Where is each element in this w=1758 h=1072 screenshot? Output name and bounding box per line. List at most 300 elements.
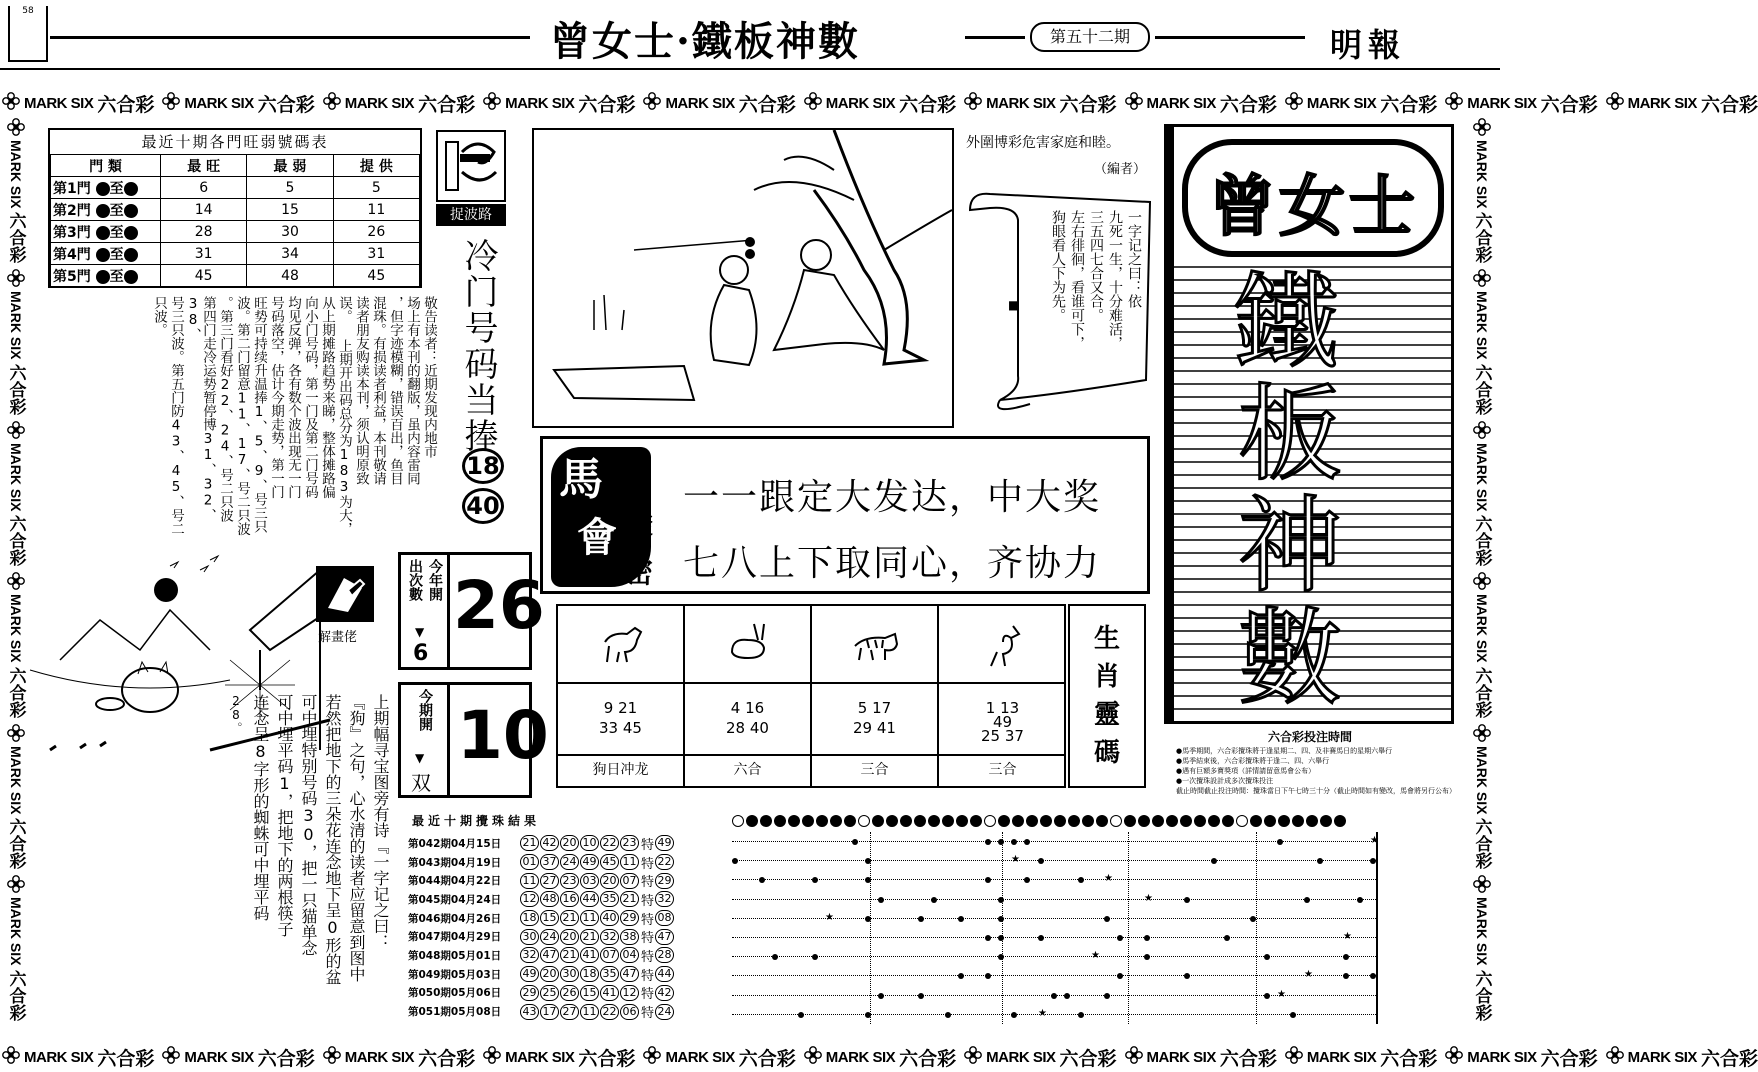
flower-icon <box>7 118 26 136</box>
result-ball: 30 <box>560 966 579 982</box>
banner-unit <box>1470 724 1495 869</box>
cold-number-2: 40 <box>462 488 504 524</box>
result-ball: 23 <box>560 873 579 889</box>
flower-icon <box>804 92 822 114</box>
mark-six-chinese: 六合彩 <box>97 1047 155 1070</box>
header-dot <box>1082 815 1094 827</box>
header-dot <box>1110 815 1122 827</box>
drawn-number-dot <box>998 954 1004 960</box>
special-label: 特 <box>641 856 655 872</box>
scroll-editor: （編者） <box>1094 162 1147 177</box>
header-dot <box>900 815 912 827</box>
zodiac-caption: 三合 <box>988 762 1017 778</box>
grid-row-line <box>732 879 1378 880</box>
mark-six-chinese: 六合彩 <box>1471 363 1492 415</box>
grid-divider <box>1002 832 1003 1024</box>
special-label: 特 <box>641 931 655 947</box>
special-label: 特 <box>641 949 655 965</box>
cell: 6 <box>161 177 247 199</box>
special-ball: 28 <box>655 947 674 963</box>
header-dot <box>844 815 856 827</box>
notice-col: 向小门号码，第一门及第二门号码 <box>302 296 318 499</box>
result-ball: 20 <box>560 929 579 945</box>
header-dot <box>1040 815 1052 827</box>
flower-icon <box>7 875 26 893</box>
scroll-poem <box>960 180 1160 416</box>
result-ball: 03 <box>580 873 599 889</box>
explain-label: 解畫佬 <box>318 630 358 645</box>
result-ball: 12 <box>620 985 639 1001</box>
flower-icon <box>1285 1046 1303 1068</box>
flower-icon <box>964 92 982 114</box>
header-dot <box>998 815 1010 827</box>
zodiac-top-nums: 9 21 <box>603 699 638 717</box>
flower-icon <box>162 1046 180 1068</box>
explain-col: 可中埋特别号码30，把一只猫单念 <box>299 694 318 956</box>
horse-club-line-2: 七八上下取同心，齐协力 <box>683 543 1102 584</box>
drawn-number-dot <box>998 916 1004 922</box>
mark-six-text: MARK SIX <box>1474 745 1490 815</box>
header-dot <box>1334 815 1346 827</box>
drawn-number-dot <box>1117 935 1123 941</box>
header-dot <box>1124 815 1136 827</box>
mark-six-text: MARK SIX <box>8 442 24 512</box>
special-number-star: ★ <box>1104 873 1113 884</box>
mark-six-text: MARK SIX <box>184 94 254 112</box>
grid-divider <box>1256 832 1257 1024</box>
schedule-item: ●遇有巨額多寶獎項（詳情請留意馬會公布） <box>1176 767 1316 775</box>
banner-unit <box>4 269 29 414</box>
flower-icon <box>1125 92 1143 114</box>
banner-unit <box>1470 572 1495 717</box>
special-label: 特 <box>641 1006 655 1022</box>
banner-unit <box>2 90 154 117</box>
result-ball: 17 <box>540 1004 559 1020</box>
gate-table-box <box>48 128 422 288</box>
drawn-number-dot <box>1264 993 1270 999</box>
result-period: 第045期04月24日 <box>408 893 502 906</box>
header-dot <box>1208 815 1220 827</box>
thisissue-big: 10 <box>457 697 549 774</box>
to-label: 至 <box>109 202 124 219</box>
zodiac-bottom-nums: 25 37 <box>981 727 1024 745</box>
drawn-number-dot <box>1051 993 1057 999</box>
mark-six-chinese: 六合彩 <box>1471 969 1492 1021</box>
result-ball: 35 <box>600 891 619 907</box>
notice-col: 敬告读者：近期发现内地市 <box>421 296 437 458</box>
header-dot <box>1138 815 1150 827</box>
flower-icon <box>1606 1046 1624 1068</box>
header-dot <box>1012 815 1024 827</box>
mark-six-chinese: 六合彩 <box>1540 93 1598 116</box>
banner-unit <box>643 1044 795 1071</box>
header-dot <box>956 815 968 827</box>
drawn-number-dot <box>1038 858 1044 864</box>
special-ball: 42 <box>655 985 674 1001</box>
cold-number-title: 冷门号码当捧 <box>458 238 498 454</box>
header-dot <box>1320 815 1332 827</box>
flower-icon <box>323 92 341 114</box>
result-ball: 43 <box>520 1004 539 1020</box>
side-panel <box>1164 124 1454 724</box>
grid-row-line <box>732 975 1378 976</box>
drawn-number-dot <box>759 877 765 883</box>
schedule-item: ●一次攪珠設計成多次攪珠投注 <box>1176 777 1274 785</box>
mark-six-text: MARK SIX <box>8 745 24 815</box>
zodiac-column <box>812 606 939 786</box>
ball-icon <box>96 226 110 240</box>
explain-col: 若然把地下的三朵花连念地下呈0形的盆 <box>323 694 342 985</box>
result-period: 第049期05月03日 <box>408 968 502 981</box>
banner-unit <box>964 1044 1116 1071</box>
mark-six-chinese: 六合彩 <box>97 93 155 116</box>
special-number-star: ★ <box>1038 1008 1047 1019</box>
gate-table-header <box>51 155 420 177</box>
result-period: 第044期04月22日 <box>408 875 502 888</box>
mark-six-chinese: 六合彩 <box>1219 1047 1277 1070</box>
special-ball: 22 <box>655 854 674 870</box>
results-list <box>408 834 708 1026</box>
header-dot <box>760 815 772 827</box>
to-label: 至 <box>109 180 124 197</box>
explain-col: 28。 <box>229 694 243 734</box>
drawn-number-dot <box>998 897 1004 903</box>
flower-icon <box>483 92 501 114</box>
banner-unit <box>323 90 475 117</box>
gate-label: 第3門 <box>53 224 91 241</box>
result-period: 第042期04月15日 <box>408 837 502 850</box>
col-header: 提 供 <box>333 155 419 177</box>
notice-col: 号三只波。第五门防43、45、号二 <box>168 296 184 536</box>
mark-six-chinese: 六合彩 <box>5 969 26 1021</box>
col-header: 門 類 <box>51 155 161 177</box>
drawn-number-dot <box>918 993 924 999</box>
result-period: 第051期05月08日 <box>408 1006 502 1019</box>
mark-six-text: MARK SIX <box>8 594 24 663</box>
cell: 28 <box>161 221 247 243</box>
drawn-number-dot <box>998 935 1004 941</box>
mark-six-chinese: 六合彩 <box>1471 666 1492 718</box>
banner-unit <box>1285 1044 1437 1071</box>
mark-six-chinese: 六合彩 <box>899 93 957 116</box>
cell: 26 <box>333 221 419 243</box>
result-ball: 35 <box>600 966 619 982</box>
table-row <box>51 221 420 243</box>
header-dot <box>1096 815 1108 827</box>
zodiac-bottom-nums: 28 40 <box>726 719 769 737</box>
result-ball: 18 <box>520 910 539 926</box>
mark-six-chinese: 六合彩 <box>257 1047 315 1070</box>
result-ball: 15 <box>580 985 599 1001</box>
mark-six-text: MARK SIX <box>1467 1048 1537 1066</box>
drawn-number-dot <box>985 877 991 883</box>
result-ball: 12 <box>520 891 539 907</box>
ball-icon <box>124 270 138 284</box>
result-ball: 48 <box>540 891 559 907</box>
flower-icon <box>1445 92 1463 114</box>
notice-col: 旺势可持续升温捧1、5、9、号三只 <box>251 296 267 533</box>
thisissue-arrow: ▼ <box>415 751 425 765</box>
table-row <box>51 199 420 221</box>
mark-six-text: MARK SIX <box>344 94 415 112</box>
col-header: 最 弱 <box>247 155 333 177</box>
flower-icon <box>1473 875 1492 893</box>
result-ball: 47 <box>540 947 559 963</box>
zodiac-numbers <box>812 684 937 756</box>
mark-six-text: MARK SIX <box>8 291 24 360</box>
result-period: 第048期05月01日 <box>408 949 502 962</box>
header-dot <box>746 815 758 827</box>
mark-six-chinese: 六合彩 <box>1380 93 1438 116</box>
header-dot <box>886 815 898 827</box>
mark-six-chinese: 六合彩 <box>578 93 636 116</box>
horse-club-line-1: 一一跟定大发达，中大奖 <box>683 477 1102 518</box>
result-ball: 11 <box>520 873 539 889</box>
notice-col: ，但字迹模糊，错误百出，鱼目 <box>387 296 403 485</box>
banner-unit <box>1606 1044 1758 1071</box>
grid-divider <box>1128 832 1129 1024</box>
cell: 34 <box>247 243 333 265</box>
drawn-number-dot <box>1304 897 1310 903</box>
gate-label: 第5門 <box>53 268 91 285</box>
gate-label: 第2門 <box>53 202 91 219</box>
mark-six-text: MARK SIX <box>825 94 896 112</box>
scroll-mark: ■ <box>1008 298 1020 312</box>
mark-six-chinese: 六合彩 <box>738 1047 796 1070</box>
notice-col: 第四门走冷运势暂停博31、32、38、 <box>185 296 216 522</box>
header-dot <box>928 815 940 827</box>
mark-six-text: MARK SIX <box>1474 442 1490 512</box>
header-dot <box>858 815 870 827</box>
zodiac-column <box>685 606 812 786</box>
scroll-heading: 外圍博彩危害家庭和睦。 <box>966 135 1120 151</box>
thisissue-small: 双 <box>411 771 431 795</box>
special-ball: 47 <box>655 929 674 945</box>
mark-six-chinese: 六合彩 <box>257 93 315 116</box>
banner-unit <box>162 90 314 117</box>
drawn-number-dot <box>998 839 1004 845</box>
banner-unit <box>4 875 29 1020</box>
result-ball: 16 <box>560 891 579 907</box>
special-label: 特 <box>641 912 655 928</box>
schedule-list <box>1176 746 1464 796</box>
poem-line: 狗眼看人下为先。 <box>1050 210 1066 322</box>
explain-text <box>200 694 390 1030</box>
flower-icon <box>1285 92 1303 114</box>
flower-icon <box>1606 92 1624 114</box>
header-dot <box>1236 815 1248 827</box>
result-period: 第046期04月26日 <box>408 912 502 925</box>
mark-six-text: MARK SIX <box>1627 94 1697 112</box>
results-title: 最近十期攪珠結果 <box>412 814 541 828</box>
banner-unit <box>964 90 1116 117</box>
cell: 48 <box>247 265 333 287</box>
header-dot <box>802 815 814 827</box>
outcount-label-a: 今年開 <box>427 559 443 601</box>
flower-icon <box>1473 724 1492 742</box>
flower-icon <box>7 421 26 439</box>
mark-six-chinese: 六合彩 <box>5 363 26 415</box>
right-banner-strip <box>1468 118 1496 1042</box>
drawn-number-dot <box>1038 935 1044 941</box>
notice-col: 只波。 <box>151 296 167 337</box>
result-period: 第043期04月19日 <box>408 856 502 869</box>
result-ball: 07 <box>620 873 639 889</box>
mark-six-text: MARK SIX <box>665 1048 735 1066</box>
scroll-text <box>1022 210 1142 380</box>
result-ball: 41 <box>580 947 599 963</box>
grid-row-line <box>732 860 1378 861</box>
result-ball: 22 <box>600 1004 619 1020</box>
result-ball: 11 <box>580 910 599 926</box>
header-rule-mid <box>965 36 1025 39</box>
flower-icon <box>1473 118 1492 136</box>
result-row <box>408 909 708 928</box>
grid-row-line <box>732 899 1378 900</box>
zodiac-top-nums: 4 16 <box>730 699 765 717</box>
ball-icon <box>124 248 138 262</box>
banner-unit <box>1470 421 1495 566</box>
special-label: 特 <box>641 968 655 984</box>
header-dot <box>1278 815 1290 827</box>
special-number-star: ★ <box>825 912 834 923</box>
cell: 15 <box>247 199 333 221</box>
zodiac-numbers <box>685 684 810 756</box>
header-dot <box>1054 815 1066 827</box>
drawn-number-dot <box>1184 973 1190 979</box>
mark-six-chinese: 六合彩 <box>5 666 26 718</box>
table-row <box>51 177 420 199</box>
notice-col: 场上有本刊的翻版，虽内容雷同 <box>404 296 420 485</box>
col-header: 最 旺 <box>161 155 247 177</box>
ball-icon <box>96 248 110 262</box>
mark-six-chinese: 六合彩 <box>1700 1047 1758 1070</box>
cell: 31 <box>333 243 419 265</box>
drawn-number-dot <box>1224 935 1230 941</box>
cell: 5 <box>247 177 333 199</box>
header-dot <box>774 815 786 827</box>
special-number-star: ★ <box>1370 835 1379 846</box>
result-ball: 04 <box>620 947 639 963</box>
drawn-number-dot <box>931 897 937 903</box>
illustration-men-tree <box>532 128 954 428</box>
special-number-star: ★ <box>1091 950 1100 961</box>
result-ball: 27 <box>560 1004 579 1020</box>
drawn-number-dot <box>812 954 818 960</box>
mark-six-text: MARK SIX <box>1467 94 1537 112</box>
cell: 14 <box>161 199 247 221</box>
mark-six-chinese: 六合彩 <box>1471 212 1492 264</box>
mark-six-text: MARK SIX <box>505 94 575 112</box>
mark-six-chinese: 六合彩 <box>1380 1047 1438 1070</box>
header-dot <box>1194 815 1206 827</box>
cell: 45 <box>161 265 247 287</box>
mark-six-text: MARK SIX <box>1474 897 1490 966</box>
special-ball: 29 <box>655 873 674 889</box>
drawn-number-dot <box>798 1012 804 1018</box>
horse-icon <box>939 606 1066 684</box>
side-char-2: 板 <box>1238 373 1343 495</box>
result-ball: 24 <box>560 854 579 870</box>
zodiac-title-char: 肖 <box>1093 662 1120 692</box>
drawn-number-dot <box>1357 897 1363 903</box>
result-ball: 37 <box>540 854 559 870</box>
mark-six-chinese: 六合彩 <box>5 212 26 264</box>
result-ball: 11 <box>620 854 639 870</box>
zodiac-bottom-nums: 29 41 <box>853 719 896 737</box>
drawn-number-dot <box>1024 877 1030 883</box>
notice-col: 从上期摊路趋势来睇，整体摊路偏 <box>319 296 335 499</box>
drawn-number-dot <box>1290 1012 1296 1018</box>
gate-cell <box>51 243 161 265</box>
drawn-number-dot <box>945 1012 951 1018</box>
result-ball: 18 <box>580 966 599 982</box>
zodiac-title-char: 靈 <box>1093 700 1120 730</box>
special-label: 特 <box>641 893 655 909</box>
side-char-3: 神 <box>1238 485 1343 607</box>
result-row <box>408 871 708 890</box>
header-dot <box>942 815 954 827</box>
mark-six-text: MARK SIX <box>1627 1048 1697 1066</box>
mark-six-chinese: 六合彩 <box>738 93 796 116</box>
flower-icon <box>483 1046 501 1068</box>
result-ball: 20 <box>560 835 579 851</box>
poem-line: 三五四七合又合。 <box>1088 210 1104 322</box>
gate-cell <box>51 199 161 221</box>
bottom-banner-strip <box>2 1044 1758 1070</box>
outcount-box <box>398 552 545 670</box>
corner-badge <box>8 6 48 62</box>
banner-unit <box>1445 90 1597 117</box>
result-ball: 49 <box>580 854 599 870</box>
result-row <box>408 1002 708 1021</box>
flower-icon <box>1473 421 1492 439</box>
drawn-number-dot <box>918 916 924 922</box>
grid-row-line <box>732 937 1378 938</box>
banner-unit <box>483 1044 635 1071</box>
zodiac-title-box <box>1068 604 1146 788</box>
schedule-item: ●馬季結束後，六合彩攪珠將于逢二、四、六舉行 <box>1176 757 1330 765</box>
header-dot <box>816 815 828 827</box>
header-dot <box>1292 815 1304 827</box>
zodiac-caption: 六合 <box>733 762 762 778</box>
poem-line: 九死一生，十分难活， <box>1107 210 1123 350</box>
special-ball: 24 <box>655 1004 674 1020</box>
zodiac-top-nums: 5 17 <box>857 699 892 717</box>
mark-six-text: MARK SIX <box>825 1048 896 1066</box>
gate-label: 第4門 <box>53 246 91 263</box>
result-ball: 11 <box>580 1004 599 1020</box>
flower-icon <box>643 1046 661 1068</box>
schedule-title: 六合彩投注時間 <box>1268 730 1353 744</box>
flower-icon <box>162 92 180 114</box>
notice-col: 读者朋友购读本刊，须认明原致 <box>353 296 369 485</box>
mark-six-text: MARK SIX <box>1146 94 1216 112</box>
result-row <box>408 965 708 984</box>
header-dot <box>1306 815 1318 827</box>
poem-line: 一字记之曰：依 <box>1126 210 1142 308</box>
mark-six-chinese: 六合彩 <box>1540 1047 1598 1070</box>
drawn-number-dot <box>985 973 991 979</box>
result-ball: 32 <box>520 947 539 963</box>
drawn-number-dot <box>1078 877 1084 883</box>
banner-unit <box>643 90 795 117</box>
header-rule-right <box>1155 36 1305 39</box>
side-char-4: 數 <box>1238 597 1343 719</box>
catch-wave-icon <box>436 130 506 202</box>
flower-icon <box>1445 1046 1463 1068</box>
mark-six-text: MARK SIX <box>24 94 94 112</box>
